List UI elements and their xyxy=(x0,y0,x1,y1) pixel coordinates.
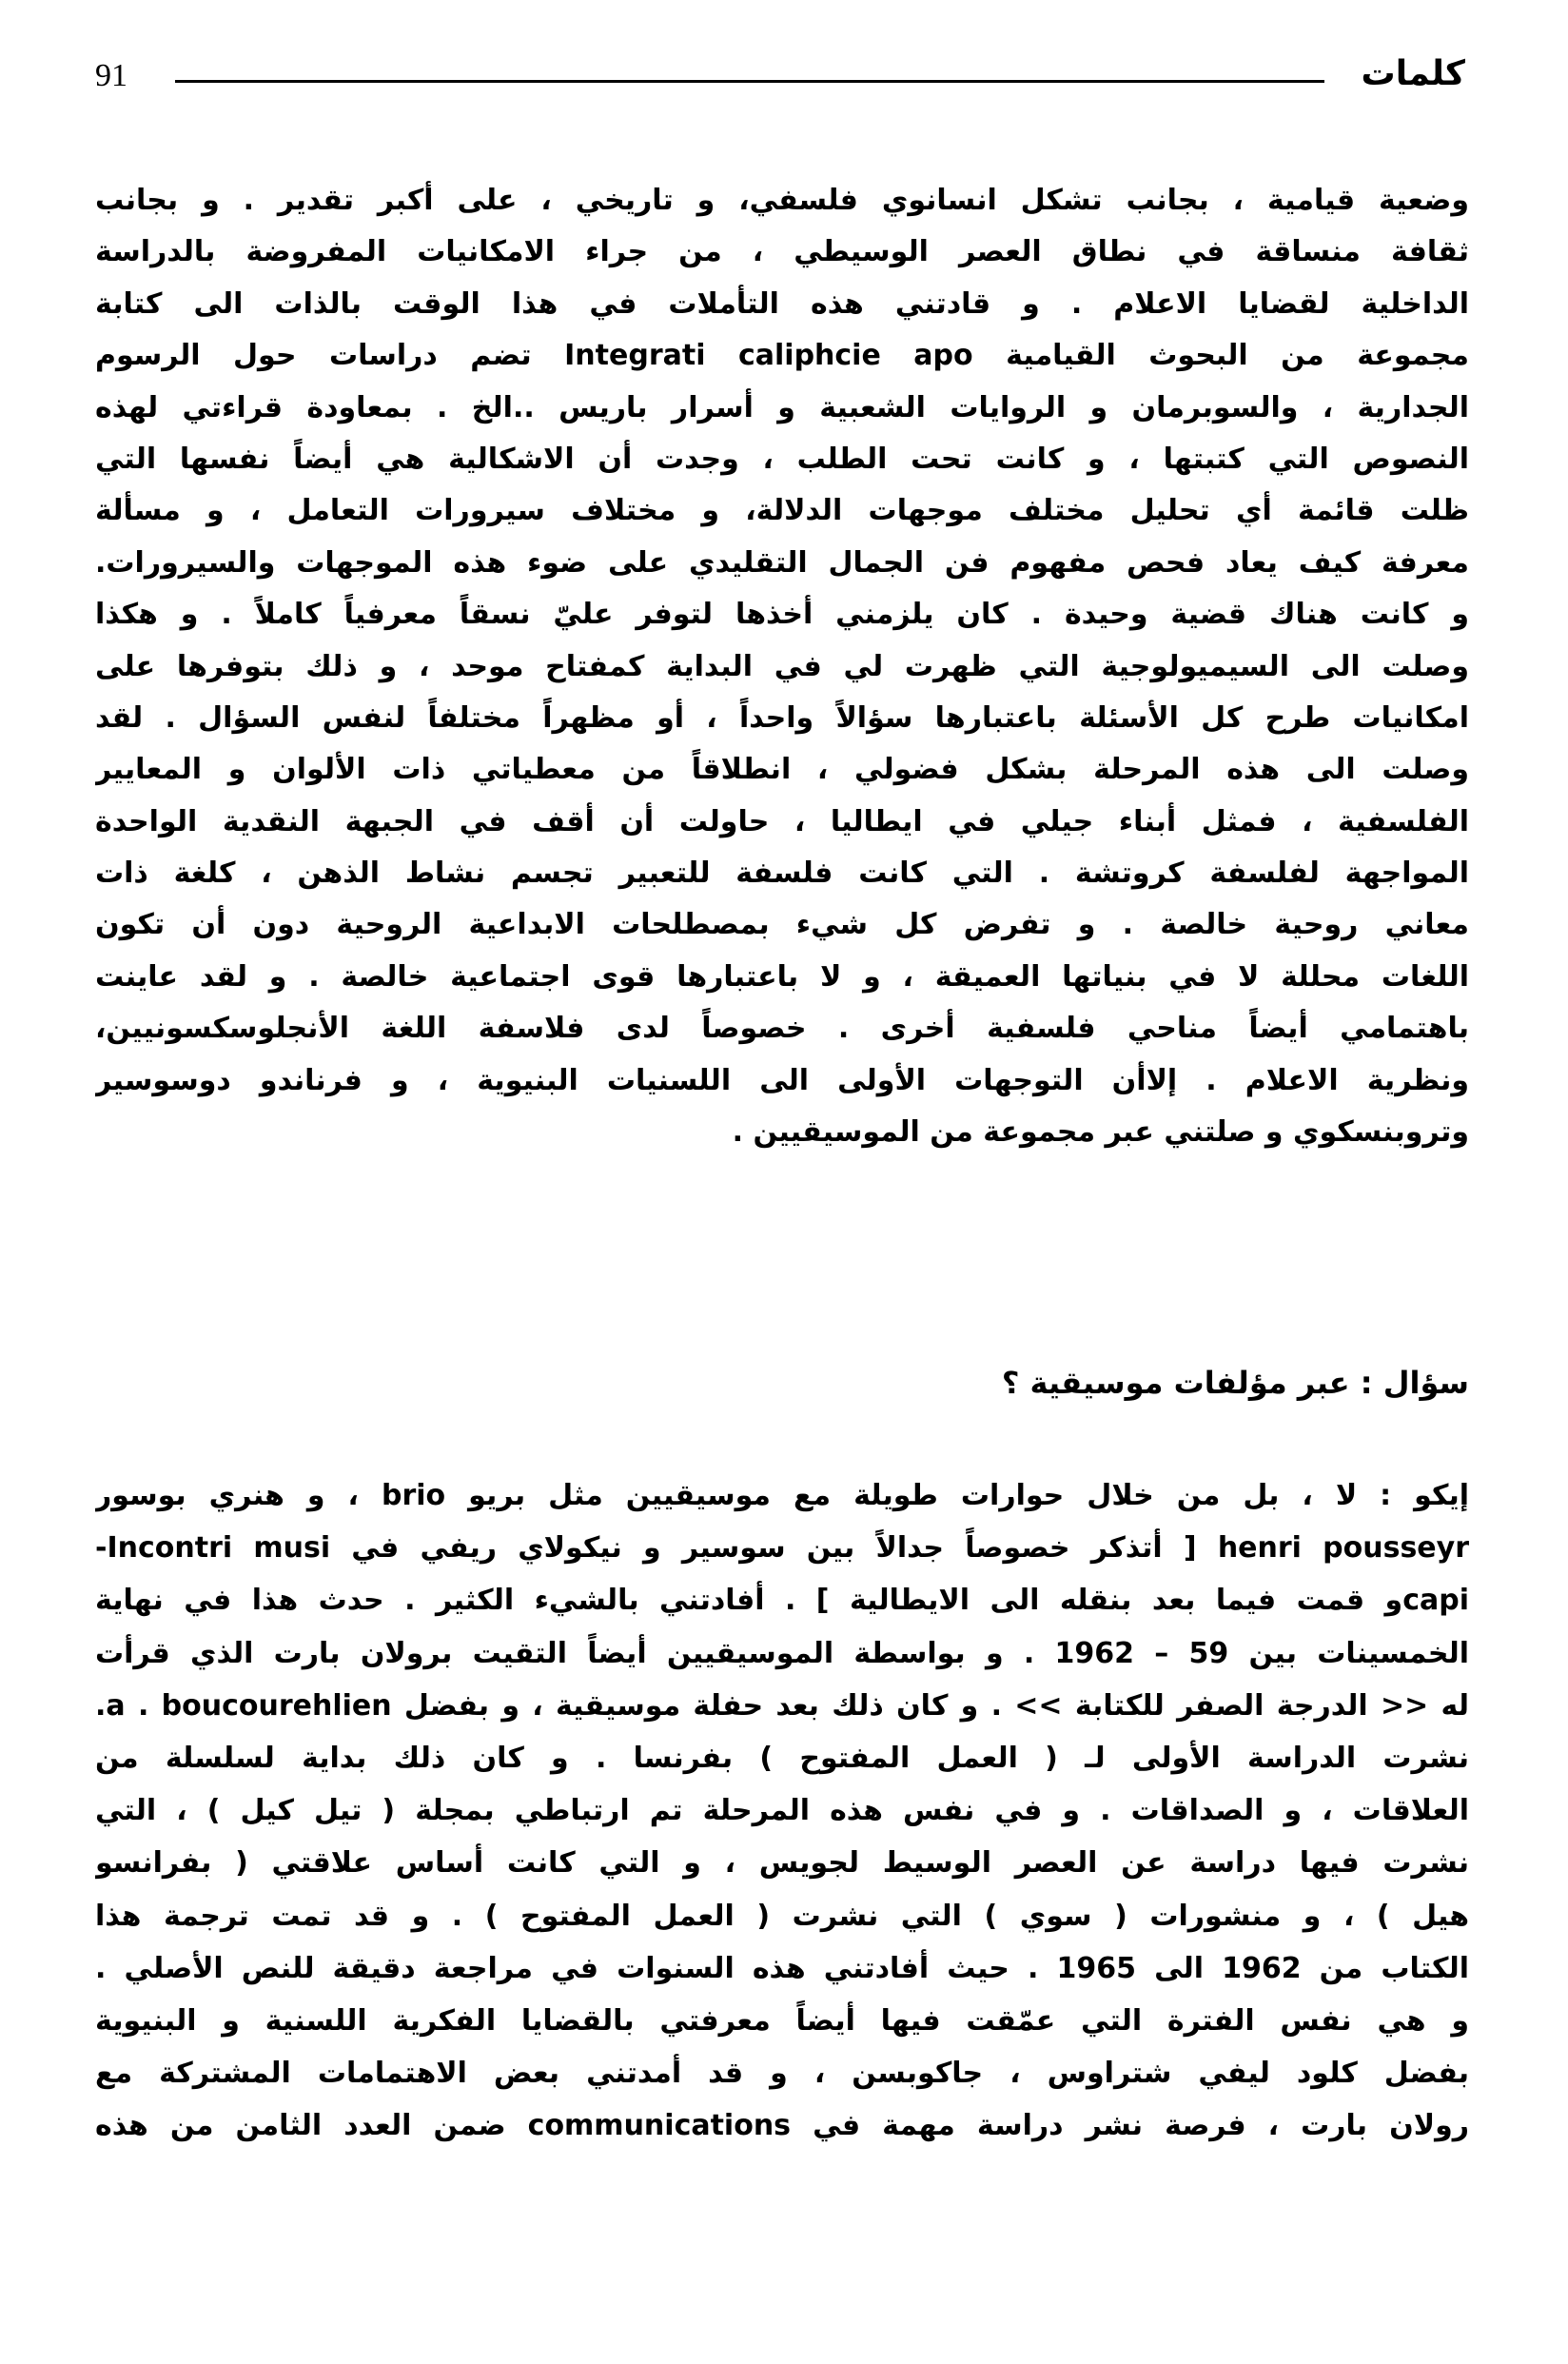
interview-question: سؤال : عبر مؤلفات موسيقية ؟ xyxy=(1001,1365,1469,1401)
page-number: 91 xyxy=(95,58,127,93)
text-line: نشرت الدراسة الأولى لـ ( العمل المفتوح ) بفرنسا . و كان ذلك بداية لسلسلة من xyxy=(95,1741,1469,1775)
text-line: الخمسينات بين 59 – 1962 . و بواسطة الموسيقيين أيضاً التقيت برولان بارت الذي قرأت xyxy=(95,1636,1469,1670)
text-line: الداخلية لقضايا الاعلام . و قادتني هذه التأملات في هذا الوقت بالذات الى كتابة xyxy=(95,286,1469,321)
text-line: مجموعة من البحوث القيامية Integrati caliphcie apo تضم دراسات حول الرسوم xyxy=(95,339,1469,373)
text-line: بفضل كلود ليفي شتراوس ، جاكوبسن ، و قد أمدتني بعض الاهتمامات المشتركة مع xyxy=(95,2057,1469,2091)
text-line: و هي نفس الفترة التي عمّقت فيها أيضاً معرفتي بالقضايا الفكرية اللسنية و البنيوية xyxy=(95,2003,1469,2038)
text-line: ونظرية الاعلام . إلاأن التوجهات الأولى الى اللسنيات البنيوية ، و فرناندو دوسوسير xyxy=(95,1063,1469,1097)
text-line: الكتاب من 1962 الى 1965 . حيث أفادتني هذه السنوات في مراجعة دقيقة للنص الأصلي . xyxy=(95,1951,1469,1985)
paragraph-1 xyxy=(95,175,1469,1158)
text-line: وضعية قيامية ، بجانب تشكل انسانوي فلسفي، و تاريخي ، على أكبر تقدير . و بجانب xyxy=(95,184,1469,217)
text-line: رولان بارت ، فرصة نشر دراسة مهمة في communications ضمن العدد الثامن من هذه xyxy=(95,2109,1469,2143)
text-line: capiو قمت فيما بعد بنقله الى الايطالية ] . أفادتني بالشيء الكثير . حدث هذا في نهاية xyxy=(95,1584,1469,1618)
text-line: المواجهة لفلسفة كروتشة . التي كانت فلسفة للتعبير تجسم نشاط الذهن ، كلغة ذات xyxy=(95,857,1469,891)
text-line: النصوص التي كتبتها ، و كانت تحت الطلب ، وجدت أن الاشكالية هي أيضاً نفسها التي xyxy=(95,442,1469,476)
text-line: وتروبنسكوي و صلتني عبر مجموعة من الموسيقيين . xyxy=(732,1115,1469,1150)
text-line: اللغات محللة لا في بنياتها العميقة ، و لا باعتبارها قوى اجتماعية خالصة . و لقد عاينت xyxy=(95,959,1469,994)
text-line: ثقافة منساقة في نطاق العصر الوسيطي ، من جراء الامكانيات المفروضة بالدراسة xyxy=(95,235,1469,269)
paragraph-2 xyxy=(95,1469,1469,2152)
page-header xyxy=(95,53,1465,110)
text-line: الفلسفية ، فمثل أبناء جيلي في ايطاليا ، حاولت أن أقف في الجبهة النقدية الواحدة xyxy=(95,804,1469,838)
text-line: وصلت الى هذه المرحلة بشكل فضولي ، انطلاقاً من معطياتي ذات الألوان و المعايير xyxy=(95,753,1469,787)
text-line: هيل ) ، و منشورات ( سوي ) التي نشرت ( العمل المفتوح ) . و قد تمت ترجمة هذا xyxy=(95,1899,1469,1933)
text-line: إيكو : لا ، بل من خلال حوارات طويلة مع موسيقيين مثل بريو brio ، و هنري بوسور xyxy=(95,1479,1469,1512)
text-line: نشرت فيها دراسة عن العصر الوسيط لجويس ، و التي كانت أساس علاقتي ( بفرانسو xyxy=(95,1846,1469,1881)
text-line: امكانيات طرح كل الأسئلة باعتبارها سؤالاً واحداً ، أو مظهراً مختلفاً لنفس السؤال . لقد xyxy=(95,700,1469,735)
text-line: معاني روحية خالصة . و تفرض كل شيء بمصطلحات الابداعية الروحية دون أن تكون xyxy=(95,908,1469,942)
text-line: henri pousseyr [ أتذكر خصوصاً جدالاً بين سوسير و نيكولاي ريفي في Incontri musi- xyxy=(95,1531,1469,1566)
header-rule xyxy=(175,80,1324,83)
text-line: ظلت قائمة أي تحليل مختلف موجهات الدلالة، و مختلاف سيرورات التعامل ، و مسألة xyxy=(95,494,1469,528)
text-line: له << الدرجة الصفر للكتابة >> . و كان ذلك بعد حفلة موسيقية ، و بفضل a . boucourehlien. xyxy=(95,1688,1469,1723)
text-line: العلاقات ، و الصداقات . و في نفس هذه المرحلة تم ارتباطي بمجلة ( تيل كيل ) ، التي xyxy=(95,1794,1469,1828)
running-header-title: كلمات xyxy=(1361,54,1465,93)
text-line: وصلت الى السيميولوجية التي ظهرت لي في البداية كمفتاح موحد ، و ذلك بتوفرها على xyxy=(95,649,1469,683)
text-line: باهتمامي أيضاً مناحي فلسفية أخرى . خصوصاً لدى فلاسفة اللغة الأنجلوسكسونيين، xyxy=(95,1012,1469,1046)
text-line: الجدارية ، والسوبرمان و الروايات الشعبية و أسرار باريس ..الخ . بمعاودة قراءتي لهذه xyxy=(95,390,1469,424)
text-line: معرفة كيف يعاد فحص مفهوم فن الجمال التقليدي على ضوء هذه الموجهات والسيرورات. xyxy=(95,545,1469,580)
text-line: و كانت هناك قضية وحيدة . كان يلزمني أخذها لتوفر عليّ نسقاً معرفياً كاملاً . و هكذا xyxy=(95,598,1469,632)
